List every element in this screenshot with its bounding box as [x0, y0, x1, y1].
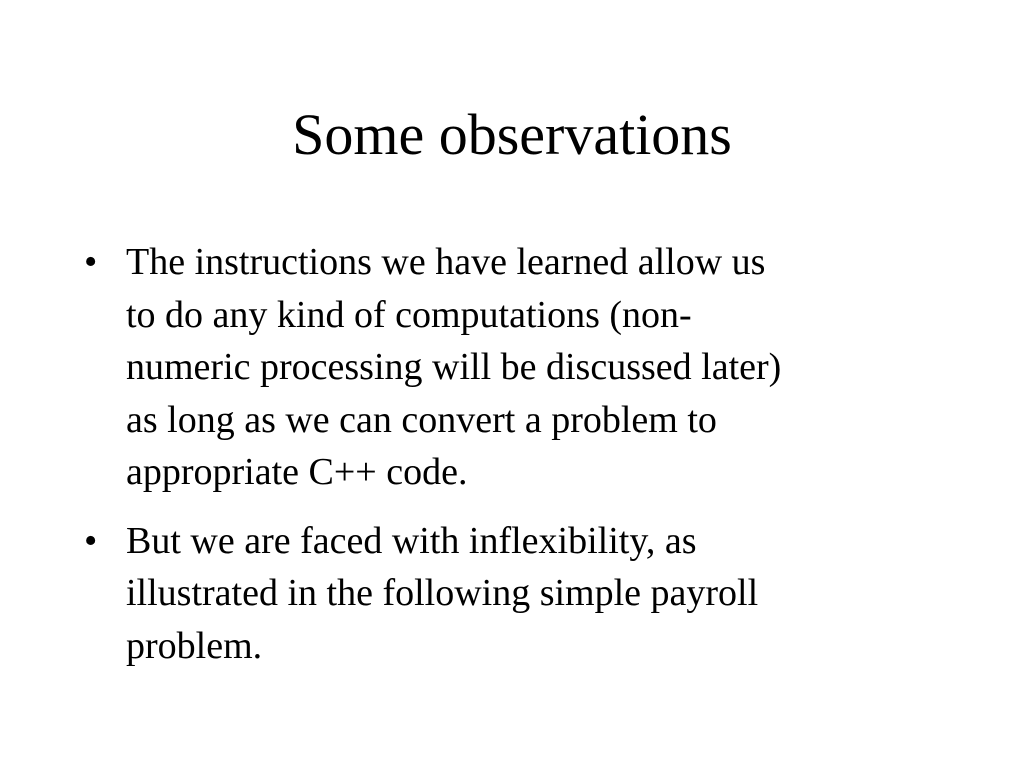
bullet-dot-icon: •	[84, 519, 98, 562]
bullet-text: But we are faced with inflexibility, as illustrated in the following simple payroll problem.	[126, 519, 759, 667]
bullet-item	[84, 236, 944, 499]
bullet-text: The instructions we have learned allow us to do any kind of computations (non- numeric processing will be discussed later) as long as we can convert a problem to appropriate C++ code.	[126, 241, 782, 493]
bullet-item	[84, 515, 944, 673]
slide-title: Some observations	[292, 102, 732, 167]
bullet-dot-icon: •	[84, 241, 98, 283]
bullet-list	[84, 236, 944, 688]
